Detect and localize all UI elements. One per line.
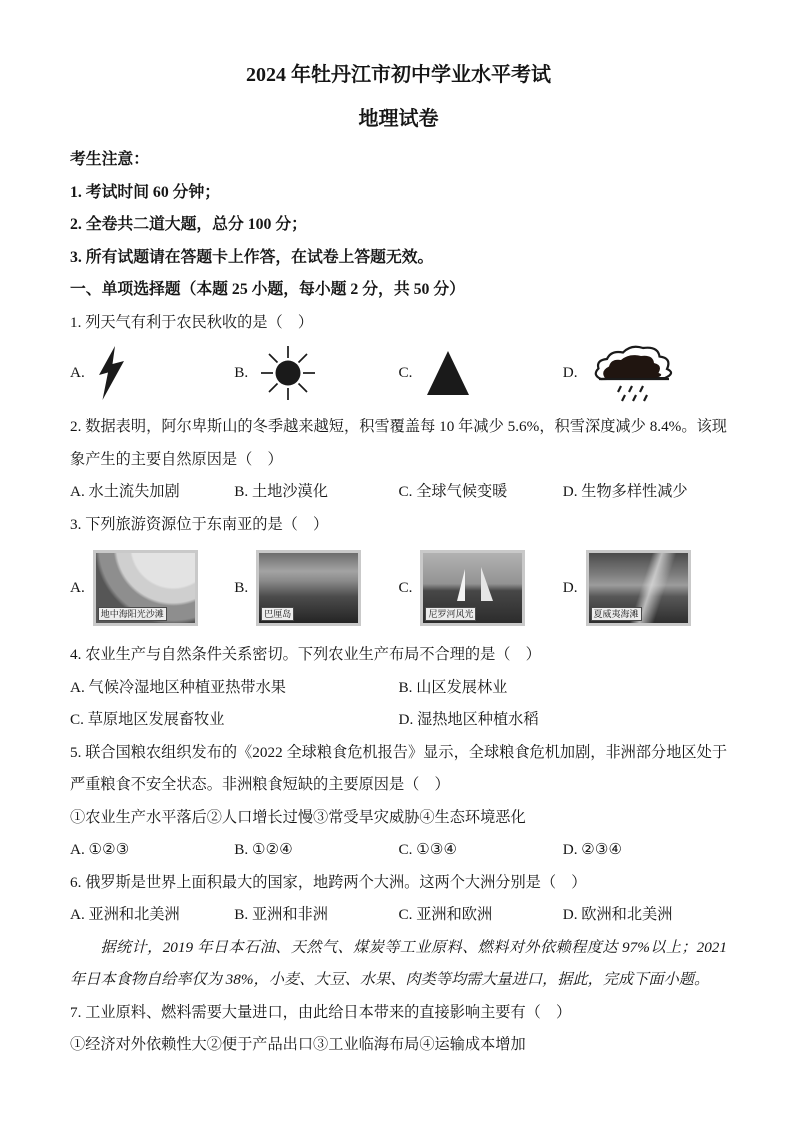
question-4-option-b: B. 山区发展林业	[398, 678, 508, 696]
option-letter: B.	[234, 364, 249, 381]
question-1-option-a	[70, 346, 234, 400]
question-7-text: 7. 工业原料、燃料需要大量进口，由此给日本带来的直接影响主要有（ ）	[70, 1003, 572, 1021]
question-4-options	[70, 672, 727, 737]
question-3-option-a	[70, 550, 234, 626]
question-2-option-d: D. 生物多样性减少	[562, 483, 688, 500]
question-2-options	[70, 476, 727, 509]
question-5-numbered-statements: ①农业生产水平落后②人口增长过慢③常受旱灾威胁④生态环境恶化	[70, 808, 526, 826]
sun-icon	[260, 345, 316, 401]
question-2-text: 2. 数据表明，阿尔卑斯山的冬季越来越短，积雪覆盖每 10 年减少 5.6%，积雪深度减少 8.4%。该现象产生的主要自然原因是（ ）	[70, 418, 727, 468]
question-6-option-a: A. 亚洲和北美洲	[70, 906, 180, 923]
question-3	[70, 509, 727, 636]
question-3-option-d	[563, 550, 727, 626]
question-7-numbered-statements: ①经济对外依赖性大②便于产品出口③工业临海布局④运输成本增加	[70, 1036, 526, 1053]
option-letter: D.	[562, 579, 578, 596]
page-subtitle: 地理试卷	[358, 108, 439, 130]
question-6-option-d: D. 欧洲和北美洲	[562, 906, 673, 923]
question-5-text: 5. 联合国粮农组织发布的《2022 全球粮食危机报告》显示，全球粮食危机加剧，非洲部分地区处于严重粮食不安全状态。非洲粮食短缺的主要原因是（ ）	[70, 743, 727, 793]
photo-caption: 夏威夷海滩	[591, 607, 642, 621]
notice-item-3: 3. 所有试题请在答题卡上作答，在试卷上答题无效。	[70, 248, 434, 266]
sailboat-shape	[457, 567, 497, 607]
question-3-options	[70, 541, 727, 635]
question-1-option-c	[399, 351, 563, 395]
notice-item-2: 2. 全卷共二道大题，总分 100 分；	[70, 216, 307, 233]
option-letter: A.	[70, 579, 85, 596]
question-1	[70, 307, 727, 408]
question-5-option-b: B. ①②④	[234, 841, 293, 858]
option-letter: A.	[70, 364, 85, 381]
question-6-option-c: C. 亚洲和欧洲	[398, 906, 493, 923]
question-6-option-b: B. 亚洲和非洲	[234, 906, 328, 923]
question-4	[70, 639, 727, 737]
section-heading: 一、单项选择题（本题 25 小题，每小题 2 分，共 50 分）	[70, 281, 465, 298]
hail-triangle-icon	[424, 351, 472, 395]
question-5-options	[70, 834, 727, 867]
photo-caption: 巴厘岛	[261, 607, 294, 621]
question-2	[70, 411, 727, 509]
question-5-option-d: D. ②③④	[562, 841, 623, 858]
question-6-text: 6. 俄罗斯是世界上面积最大的国家，地跨两个大洲。这两个大洲分别是（ ）	[70, 873, 587, 891]
page-title: 2024 年牡丹江市初中学业水平考试	[246, 64, 551, 86]
lightning-icon	[97, 346, 125, 400]
question-3-option-c	[399, 550, 563, 626]
question-4-option-c: C. 草原地区发展畜牧业	[70, 711, 225, 728]
question-2-option-c: C. 全球气候变暖	[398, 483, 508, 500]
question-4-text: 4. 农业生产与自然条件关系密切。下列农业生产布局不合理的是（ ）	[70, 646, 541, 663]
japan-import-passage: 据统计，2019 年日本石油、天然气、煤炭等工业原料、燃料对外依赖程度达 97%以上；2021 年日本食物自给率仅为 38%，小麦、大豆、水果、肉类等均需大量进口，据此，完成下面小题。	[70, 938, 727, 988]
question-7	[70, 997, 727, 1062]
question-1-text: 1. 列天气有利于农民秋收的是（ ）	[70, 313, 313, 331]
question-2-option-b: B. 土地沙漠化	[234, 483, 328, 500]
option-letter: C.	[398, 579, 413, 596]
option-letter: B.	[234, 579, 249, 596]
question-3-text: 3. 下列旅游资源位于东南亚的是（ ）	[70, 515, 329, 533]
question-1-options	[70, 339, 727, 407]
question-2-option-a: A. 水土流失加剧	[70, 483, 180, 500]
question-5	[70, 737, 727, 867]
rain-cloud-icon	[590, 344, 678, 402]
photo-caption: 地中海阳光沙滩	[98, 607, 167, 621]
notice-item-1: 1. 考试时间 60 分钟；	[70, 183, 221, 201]
question-1-option-d	[563, 344, 727, 402]
nile-river-photo	[420, 550, 525, 626]
question-4-option-a: A. 气候冷湿地区种植亚热带水果	[70, 678, 286, 696]
question-5-option-c: C. ①③④	[398, 841, 458, 858]
option-letter: D.	[562, 364, 578, 381]
notice-heading: 考生注意：	[70, 151, 149, 168]
question-6-options	[70, 899, 727, 932]
option-letter: C.	[398, 364, 413, 381]
question-3-option-b	[234, 550, 398, 626]
question-6	[70, 867, 727, 932]
bali-island-photo	[256, 550, 361, 626]
question-5-option-a: A. ①②③	[70, 841, 130, 858]
hawaii-beach-photo	[586, 550, 691, 626]
photo-caption: 尼罗河风光	[425, 607, 476, 621]
mediterranean-beach-photo	[93, 550, 198, 626]
question-4-option-d: D. 湿热地区种植水稻	[398, 711, 539, 728]
question-1-option-b	[234, 345, 398, 401]
